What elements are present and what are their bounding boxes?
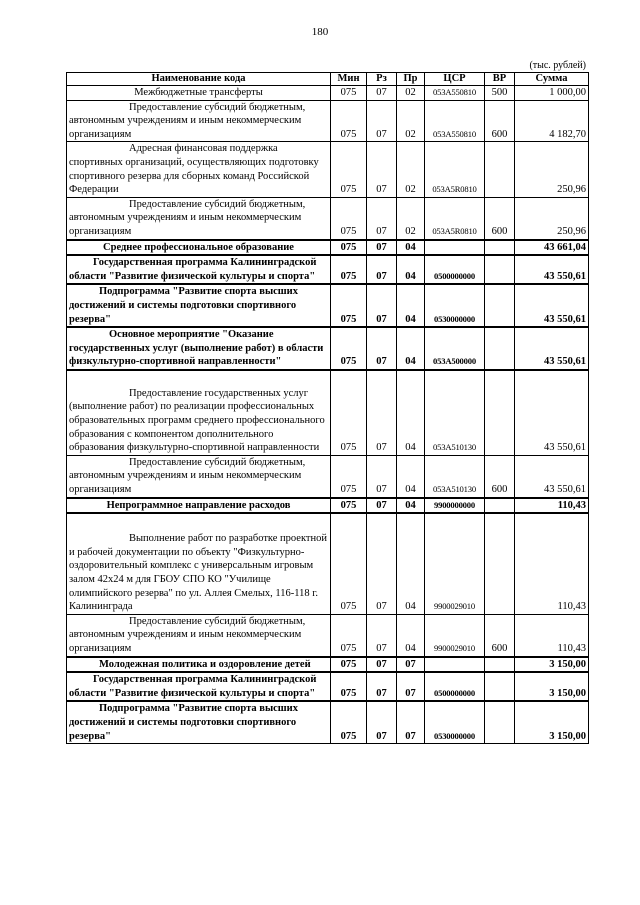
row-csr: 053A5R0810 [425, 197, 485, 239]
row-sum: 110,43 [515, 498, 589, 514]
row-min: 075 [331, 498, 367, 514]
row-name: Молодежная политика и оздоровление детей [67, 657, 331, 673]
table-header [67, 73, 589, 86]
col-header-min: Мин [331, 73, 367, 86]
row-csr: 053A550810 [425, 100, 485, 142]
row-name: Подпрограмма "Развитие спорта высших достижений и системы подготовки спортивного резерва" [67, 701, 331, 743]
col-header-vr: ВР [485, 73, 515, 86]
table-row [67, 240, 589, 256]
row-sum: 3 150,00 [515, 672, 589, 701]
col-header-sum: Сумма [515, 73, 589, 86]
table-row [67, 255, 589, 284]
row-min: 075 [331, 327, 367, 370]
table-row [67, 498, 589, 514]
row-name: Предоставление субсидий бюджетным, автономным учреждениям и иным некоммерческим организациям [67, 455, 331, 497]
budget-table [66, 72, 589, 744]
row-vr: 600 [485, 614, 515, 656]
row-sum: 43 550,61 [515, 327, 589, 370]
row-vr [485, 142, 515, 197]
row-name: Адресная финансовая поддержка спортивных организаций, осуществляющих подготовку спортивного резерва для сборных команд Российской Федерации [67, 142, 331, 197]
row-min: 075 [331, 672, 367, 701]
col-header-name: Наименование кода [67, 73, 331, 86]
row-csr: 9900000000 [425, 498, 485, 514]
row-pr: 02 [397, 142, 425, 197]
row-pr: 02 [397, 100, 425, 142]
table-row [67, 614, 589, 656]
table-row [67, 657, 589, 673]
row-min: 075 [331, 701, 367, 743]
row-rz: 07 [367, 86, 397, 101]
row-vr: 500 [485, 86, 515, 101]
row-pr: 07 [397, 672, 425, 701]
col-header-csr: ЦСР [425, 73, 485, 86]
table-row [67, 370, 589, 455]
row-name: Межбюджетные трансферты [67, 86, 331, 101]
row-min: 075 [331, 255, 367, 284]
row-pr: 07 [397, 657, 425, 673]
row-csr: 053A510130 [425, 370, 485, 455]
row-rz: 07 [367, 370, 397, 455]
row-vr [485, 240, 515, 256]
row-vr [485, 498, 515, 514]
page-number: 180 [311, 26, 329, 38]
row-min: 075 [331, 513, 367, 614]
row-min: 075 [331, 284, 367, 327]
table-row [67, 197, 589, 239]
row-csr: 053A5R0810 [425, 142, 485, 197]
row-name: Подпрограмма "Развитие спорта высших достижений и системы подготовки спортивного резерва" [67, 284, 331, 327]
row-sum: 110,43 [515, 513, 589, 614]
row-rz: 07 [367, 284, 397, 327]
row-min: 075 [331, 100, 367, 142]
table-row [67, 701, 589, 743]
row-csr: 053A500000 [425, 327, 485, 370]
row-csr: 0500000000 [425, 255, 485, 284]
row-sum: 250,96 [515, 197, 589, 239]
row-name: Выполнение работ по разработке проектной и рабочей документации по объекту "Физкультурно-оздоровительный комплекс с универсальным игровым залом 42х24 м для ГБОУ СПО КО "Училище олимпийского резерва" по ул. Аллея Смелых, 116-118 г. Калининграда [67, 513, 331, 614]
row-name: Среднее профессиональное образование [67, 240, 331, 256]
row-sum: 43 550,61 [515, 284, 589, 327]
row-pr: 04 [397, 327, 425, 370]
table-row [67, 513, 589, 614]
row-vr [485, 370, 515, 455]
table-row [67, 142, 589, 197]
row-sum: 43 550,61 [515, 455, 589, 497]
row-rz: 07 [367, 197, 397, 239]
row-sum: 43 661,04 [515, 240, 589, 256]
table-row [67, 100, 589, 142]
row-name: Государственная программа Калининградской области "Развитие физической культуры и спорта" [67, 255, 331, 284]
row-pr: 04 [397, 284, 425, 327]
row-min: 075 [331, 142, 367, 197]
row-pr: 02 [397, 86, 425, 101]
row-name: Предоставление субсидий бюджетным, автономным учреждениям и иным некоммерческим организациям [67, 100, 331, 142]
row-vr [485, 513, 515, 614]
row-sum: 3 150,00 [515, 657, 589, 673]
row-name: Государственная программа Калининградской области "Развитие физической культуры и спорта" [67, 672, 331, 701]
row-pr: 04 [397, 513, 425, 614]
row-sum: 43 550,61 [515, 370, 589, 455]
row-csr: 053A510130 [425, 455, 485, 497]
row-csr [425, 657, 485, 673]
row-min: 075 [331, 240, 367, 256]
row-rz: 07 [367, 255, 397, 284]
row-vr [485, 255, 515, 284]
row-rz: 07 [367, 240, 397, 256]
row-rz: 07 [367, 614, 397, 656]
row-sum: 250,96 [515, 142, 589, 197]
row-rz: 07 [367, 657, 397, 673]
row-min: 075 [331, 455, 367, 497]
row-rz: 07 [367, 100, 397, 142]
row-csr: 053A550810 [425, 86, 485, 101]
row-vr: 600 [485, 455, 515, 497]
row-vr [485, 701, 515, 743]
row-sum: 4 182,70 [515, 100, 589, 142]
row-pr: 04 [397, 240, 425, 256]
row-pr: 07 [397, 701, 425, 743]
row-rz: 07 [367, 327, 397, 370]
row-sum: 43 550,61 [515, 255, 589, 284]
row-name: Непрограммное направление расходов [67, 498, 331, 514]
row-pr: 02 [397, 197, 425, 239]
row-vr [485, 657, 515, 673]
row-name: Основное мероприятие "Оказание государственных услуг (выполнение работ) в области физкультурно-спортивной направленности" [67, 327, 331, 370]
row-rz: 07 [367, 455, 397, 497]
row-name: Предоставление субсидий бюджетным, автономным учреждениям и иным некоммерческим организациям [67, 614, 331, 656]
col-header-rz: Рз [367, 73, 397, 86]
row-pr: 04 [397, 455, 425, 497]
table-row [67, 327, 589, 370]
row-min: 075 [331, 657, 367, 673]
row-name: Предоставление государственных услуг (выполнение работ) по реализации профессиональных образовательных программ среднего профессионального образования с компонентом дополнительного образования физкультурно-спортивной направленности [67, 370, 331, 455]
row-min: 075 [331, 86, 367, 101]
col-header-pr: Пр [397, 73, 425, 86]
row-csr: 9900029010 [425, 513, 485, 614]
row-rz: 07 [367, 701, 397, 743]
row-min: 075 [331, 370, 367, 455]
row-pr: 04 [397, 498, 425, 514]
row-pr: 04 [397, 370, 425, 455]
row-vr: 600 [485, 100, 515, 142]
row-csr [425, 240, 485, 256]
row-rz: 07 [367, 672, 397, 701]
row-vr [485, 672, 515, 701]
row-sum: 3 150,00 [515, 701, 589, 743]
row-csr: 9900029010 [425, 614, 485, 656]
table-row [67, 455, 589, 497]
units-label: (тыс. рублей) [529, 60, 586, 71]
row-name: Предоставление субсидий бюджетным, автономным учреждениям и иным некоммерческим организациям [67, 197, 331, 239]
row-vr [485, 327, 515, 370]
row-rz: 07 [367, 142, 397, 197]
row-min: 075 [331, 614, 367, 656]
row-pr: 04 [397, 255, 425, 284]
table-row [67, 284, 589, 327]
row-vr: 600 [485, 197, 515, 239]
row-csr: 0530000000 [425, 701, 485, 743]
row-csr: 0530000000 [425, 284, 485, 327]
table-row [67, 672, 589, 701]
row-sum: 110,43 [515, 614, 589, 656]
row-rz: 07 [367, 513, 397, 614]
row-min: 075 [331, 197, 367, 239]
table-row [67, 86, 589, 101]
row-csr: 0500000000 [425, 672, 485, 701]
row-sum: 1 000,00 [515, 86, 589, 101]
row-pr: 04 [397, 614, 425, 656]
row-vr [485, 284, 515, 327]
row-rz: 07 [367, 498, 397, 514]
